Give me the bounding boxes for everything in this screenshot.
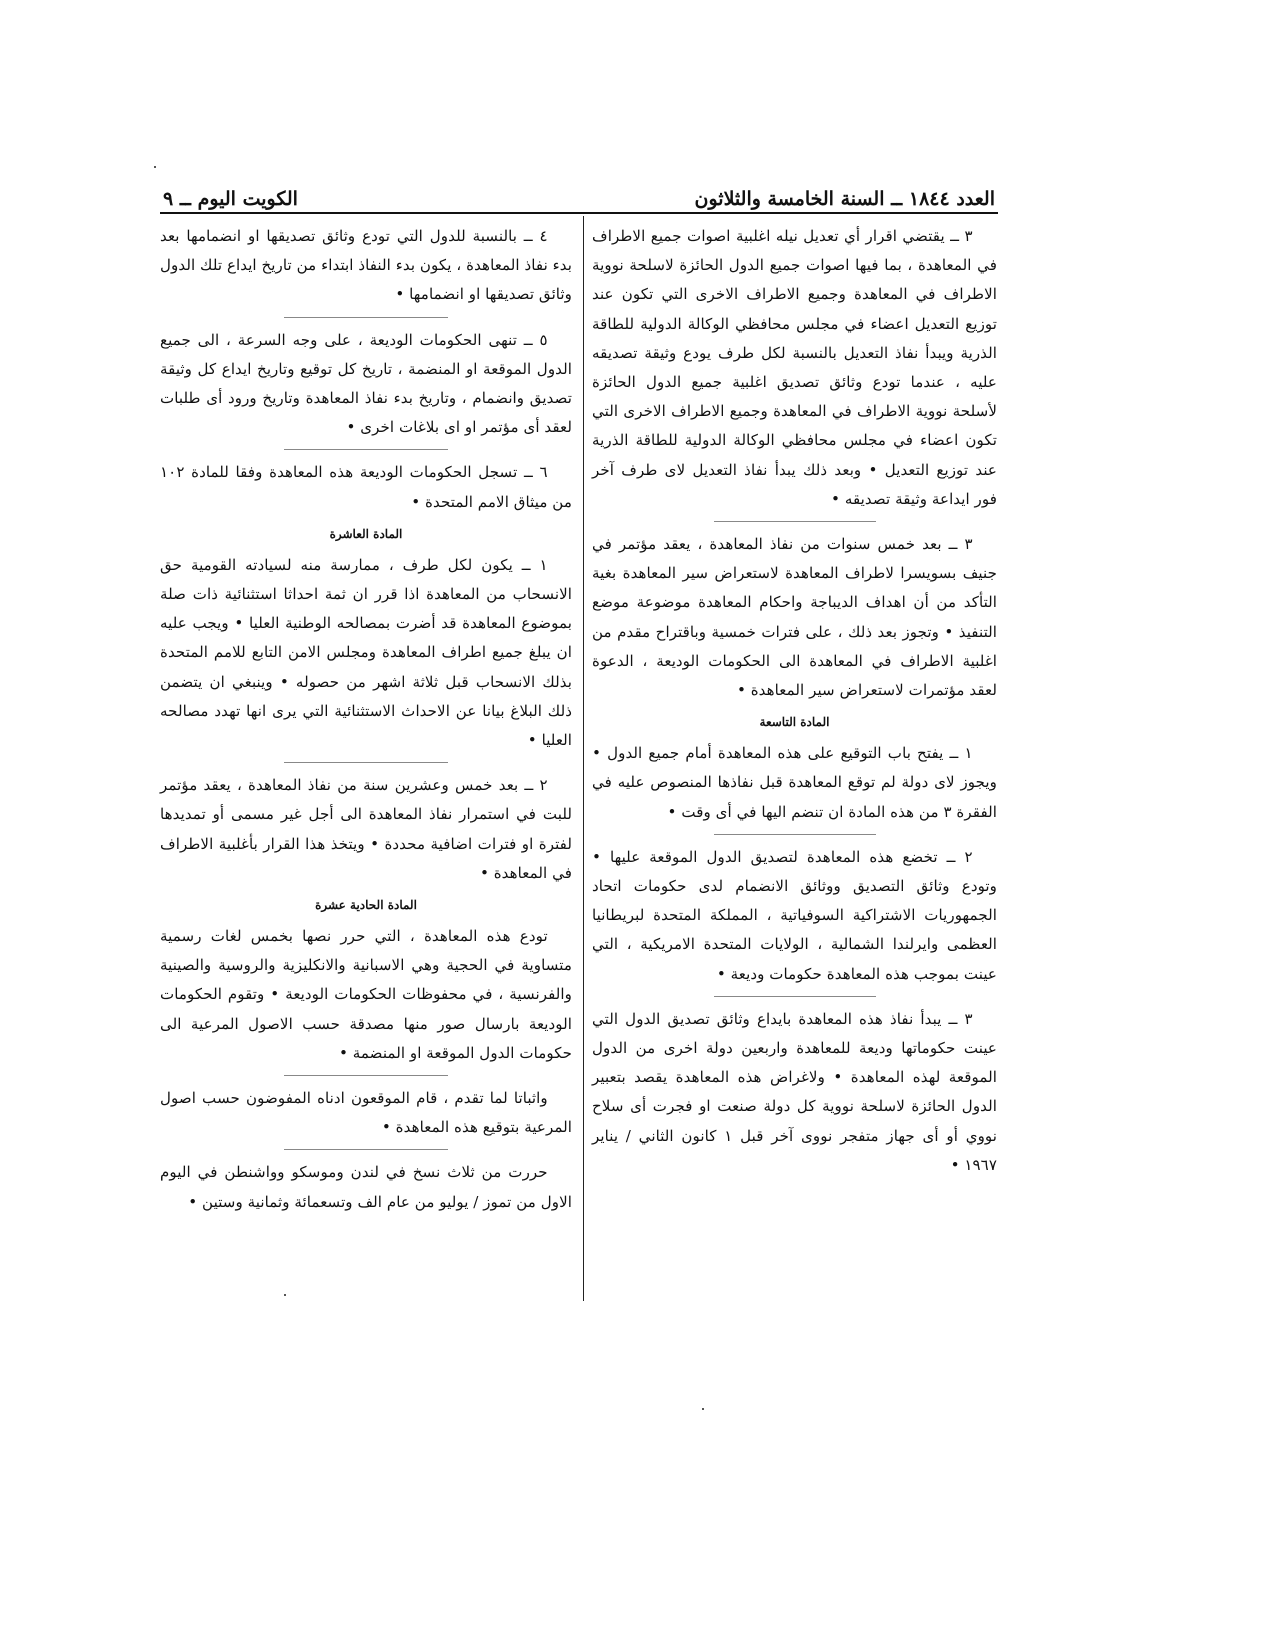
paragraph: واثباتا لما تقدم ، قام الموقعون ادناه المفوضون حسب اصول المرعية بتوقيع هذه المعاهدة • <box>160 1089 572 1137</box>
paragraph-separator <box>284 449 449 450</box>
scan-speck <box>284 1294 286 1296</box>
paragraph: ١ ــ يفتح باب التوقيع على هذه المعاهدة أمام جميع الدول • ويجوز لاى دولة لم توقع المعاهدة قبل نفاذها المنصوص عليه في الفقرة ٣ من هذه المادة ان تنضم اليها في أى وقت • <box>592 744 997 821</box>
paragraph-separator <box>714 521 876 522</box>
paragraph-separator <box>284 1075 449 1076</box>
issue-info: العدد ١٨٤٤ ــ السنة الخامسة والثلاثون <box>694 188 995 210</box>
paragraph: ٣ ــ يقتضي اقرار أي تعديل نيله اغلبية اصوات جميع الاطراف في المعاهدة ، بما فيها اصوات جميع الدول الحائزة لاسلحة نووية الاطراف في المعاهدة وجميع الاطراف الاخرى التي تكون عند توزيع التعديل اعضاء في مجلس محافظي الوكالة الدولية للطاقة الذرية ويبدأ نفاذ التعديل بالنسبة لكل طرف يودع وثيقة تصديقه عليه ، عندما تودع وثائق تصديق اغلبية جميع الدول الحائزة لأسلحة نووية الاطراف في المعاهدة وجميع الاطراف الاخرى التي تكون اعضاء في مجلس محافظي الوكالة الدولية للطاقة الذرية عند توزيع التعديل • وبعد ذلك يبدأ نفاذ التعديل لاى طرف آخر فور ايداعة وثيقة تصديقه • <box>592 227 997 508</box>
article-10-heading: المادة العاشرة <box>329 526 403 541</box>
paragraph: ٦ ــ تسجل الحكومات الوديعة هذه المعاهدة وفقا للمادة ١٠٢ من ميثاق الامم المتحدة • <box>160 463 572 511</box>
paragraph-separator <box>714 996 876 997</box>
scan-speck <box>702 1408 704 1410</box>
left-column <box>160 222 572 1217</box>
paragraph: ١ ــ يكون لكل طرف ، ممارسة منه لسيادته القومية حق الانسحاب من المعاهدة اذا قرر ان ثمة احداثا استثنائية ذات صلة بموضوع المعاهدة قد أضرت بمصالحه الوطنية العليا • ويجب عليه ان يبلغ جميع اطراف المعاهدة ومجلس الامن التابع للامم المتحدة بذلك الانسحاب قبل ثلاثة اشهر من حصوله • وينبغي ان يتضمن ذلك البلاغ بيانا عن الاحداث الاستثنائية التي يرى انها تهدد مصالحه العليا • <box>160 555 572 750</box>
paragraph: ٢ ــ تخضع هذه المعاهدة لتصديق الدول الموقعة عليها • وتودع وثائق التصديق ووثائق الانضمام لدى حكومات اتحاد الجمهوريات الاشتراكية السوفياتية ، المملكة المتحدة لبريطانيا العظمى وايرلندا الشمالية ، الولايات المتحدة الامريكية ، التي عينت بموجب هذه المعاهدة حكومات وديعة • <box>592 847 997 983</box>
paragraph-separator <box>284 1149 449 1150</box>
paragraph-separator <box>284 762 449 763</box>
scan-speck <box>154 166 156 168</box>
paragraph-separator <box>714 834 876 835</box>
paragraph: ٣ ــ بعد خمس سنوات من نفاذ المعاهدة ، يعقد مؤتمر في جنيف بسويسرا لاطراف المعاهدة لاستعراض سير المعاهدة بغية التأكد من أن اهداف الديباجة واحكام المعاهدة موضوعة موضع التنفيذ • وتجوز بعد ذلك ، على فترات خمسية وباقتراح مقدم من اغلبية الاطراف في المعاهدة الى الحكومات الوديعة ، الدعوة لعقد مؤتمرات لاستعراض سير المعاهدة • <box>592 535 997 700</box>
paragraph-separator <box>284 317 449 318</box>
paragraph: ٢ ــ بعد خمس وعشرين سنة من نفاذ المعاهدة ، يعقد مؤتمر للبت في استمرار نفاذ المعاهدة الى أجل غير مسمى أو تمديدها لفترة او فترات اضافية محددة • ويتخذ هذا القرار بأغلبية الاطراف في المعاهدة • <box>160 776 572 882</box>
right-column <box>592 222 997 1180</box>
paragraph: ٥ ــ تنهى الحكومات الوديعة ، على وجه السرعة ، الى جميع الدول الموقعة او المنضمة ، تاريخ كل توقيع وتاريخ ايداع كل وثيقة تصديق وانضمام ، وتاريخ بدء نفاذ المعاهدة وتاريخ ورود أى طلبات لعقد أى مؤتمر او اى بلاغات اخرى • <box>160 330 572 437</box>
article-9-heading: المادة التاسعة <box>759 715 830 730</box>
page-header <box>163 180 995 210</box>
paragraph: ٤ ــ بالنسبة للدول التي تودع وثائق تصديقها او انضمامها بعد بدء نفاذ المعاهدة ، يكون بدء النفاذ ابتداء من تاريخ ايداع تلك الدول وثائق تصديقها او انضمامها • <box>160 227 572 304</box>
publication-page-number: الكويت اليوم ــ ٩ <box>163 188 298 210</box>
paragraph: ٣ ــ يبدأ نفاذ هذه المعاهدة بايداع وثائق تصديق الدول التي عينت حكوماتها وديعة للمعاهدة واربعين دولة اخرى من الدول الموقعة لهذه المعاهدة • ولاغراض هذه المعاهدة يقصد بتعبير الدول الحائزة لاسلحة نووية كل دولة صنعت او فجرت أى سلاح نووي أو أى جهاز متفجر نووى آخر قبل ١ كانون الثاني / يناير ١٩٦٧ • <box>592 1009 998 1174</box>
paragraph: تودع هذه المعاهدة ، التي حرر نصها بخمس لغات رسمية متساوية في الحجية وهي الاسبانية والانكليزية والروسية والصينية والفرنسية ، في محفوظات الحكومات الوديعة • وتقوم الحكومات الوديعة بارسال صور منها مصدقة حسب الاصول المرعية الى حكومات الدول الموقعة او المنضمة • <box>160 927 572 1062</box>
column-divider <box>583 216 584 1301</box>
article-11-heading: المادة الحادية عشرة <box>315 898 417 913</box>
paragraph: حررت من ثلاث نسخ في لندن وموسكو وواشنطن في اليوم الاول من تموز / يوليو من عام الف وتسعمائة وثمانية وستين • <box>160 1163 572 1211</box>
header-rule <box>160 212 998 214</box>
